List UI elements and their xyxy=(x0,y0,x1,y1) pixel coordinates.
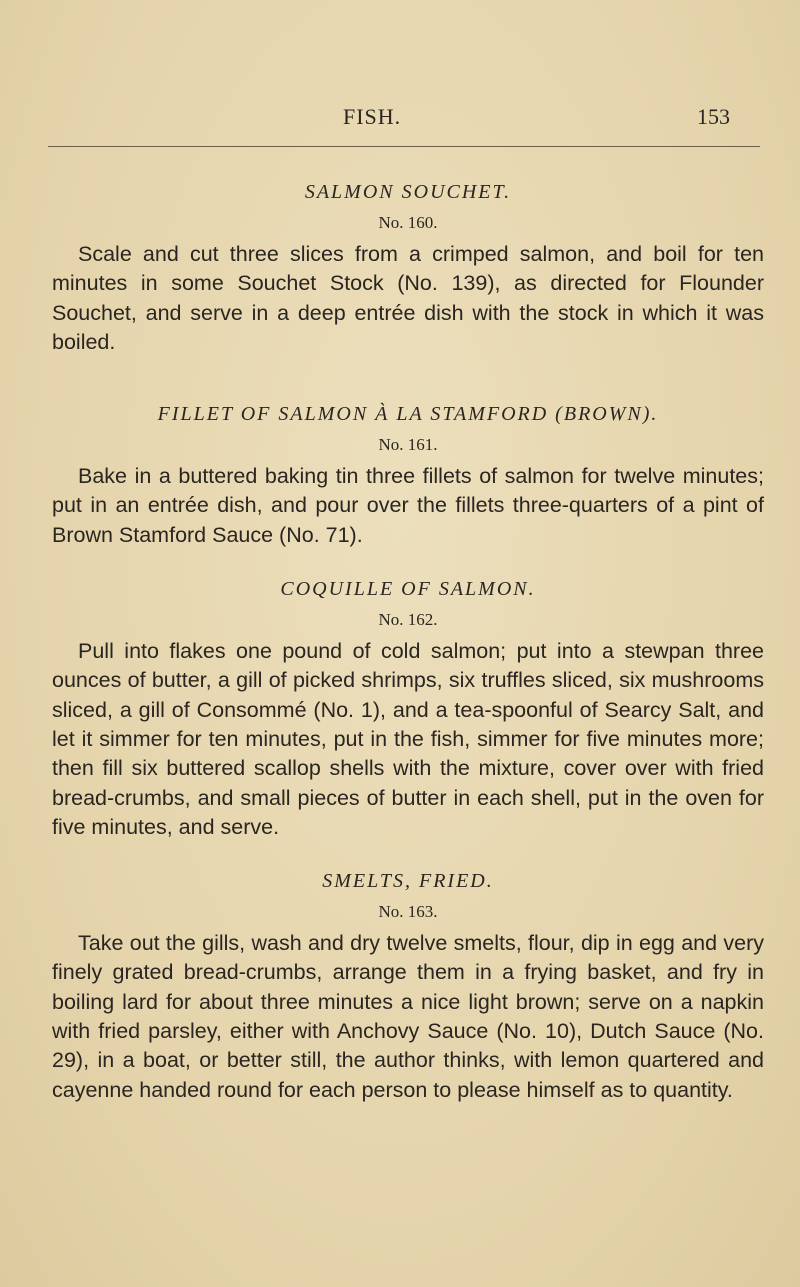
recipe-salmon-souchet xyxy=(52,178,764,357)
recipe-smelts-fried xyxy=(52,867,764,1105)
recipe-number: No. 162. xyxy=(378,610,438,630)
header-rule xyxy=(48,146,760,147)
recipe-title: SALMON SOUCHET. xyxy=(304,181,512,203)
recipe-list xyxy=(52,178,764,1105)
recipe-body: Take out the gills, wash and dry twelve smelts, flour, dip in egg and very finely grated bread-crumbs, arrange them in a frying basket, and fry in boiling lard for about three minutes a nice light brown; serve on a napkin with fried parsley, either with Anchovy Sauce (No. 10), Dutch Sauce (No. 29), in a boat, or better still, the author thinks, with lemon quartered and cayenne handed round for each person to please himself as to quantity. xyxy=(52,931,764,1102)
recipe-number: No. 161. xyxy=(378,435,438,455)
recipe-title: COQUILLE OF SALMON. xyxy=(280,578,536,601)
page-number: 153 xyxy=(697,104,730,129)
running-head xyxy=(0,104,800,134)
running-title: FISH. xyxy=(343,104,402,129)
recipe-title: SMELTS, FRIED. xyxy=(322,870,494,893)
recipe-coquille-of-salmon xyxy=(52,575,764,842)
recipe-fillet-of-salmon xyxy=(52,400,764,550)
recipe-body: Scale and cut three slices from a crimped salmon, and boil for ten minutes in some Souchet Stock (No. 139), as directed for Flounder Souchet, and serve in a deep entrée dish with the stock in which it was boiled. xyxy=(52,242,764,354)
recipe-title: FILLET OF SALMON À LA STAMFORD (BROWN). xyxy=(157,403,659,426)
recipe-body: Pull into flakes one pound of cold salmon; put into a stewpan three ounces of butter, a gill of picked shrimps, six truffles sliced, six mushrooms sliced, a gill of Consommé (No. 1), and a tea-spoonful of Searcy Salt, and let it simmer for ten minutes, put in the fish, simmer for five minutes more; then fill six buttered scallop shells with the mixture, cover over with fried bread-crumbs, and small pieces of butter in each shell, put in the oven for five minutes, and serve. xyxy=(52,639,764,839)
recipe-number: No. 160. xyxy=(378,213,438,232)
recipe-body: Bake in a buttered baking tin three fillets of salmon for twelve minutes; put in an entrée dish, and pour over the fillets three-quarters of a pint of Brown Stamford Sauce (No. 71). xyxy=(52,464,764,547)
recipe-number: No. 163. xyxy=(378,902,438,922)
